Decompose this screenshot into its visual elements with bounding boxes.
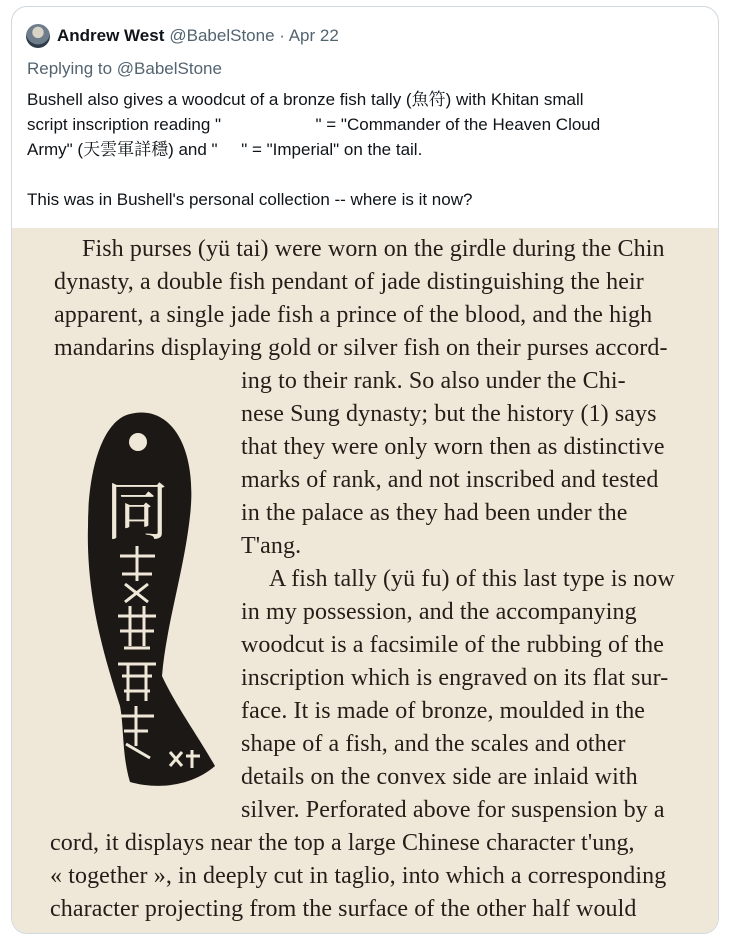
tweet-text-line: Army" (天雲軍詳穩) and " " = "Imperial" on the tail. bbox=[27, 140, 423, 159]
tweet-text-line: script inscription reading " " = "Commander of the Heaven Cloud bbox=[27, 115, 601, 134]
scan-text-line: shape of a fish, and the scales and other bbox=[241, 731, 626, 757]
scan-text-line: T'ang. bbox=[241, 533, 302, 559]
author-name[interactable]: Andrew West bbox=[57, 26, 165, 45]
scan-text-line: mandarins displaying gold or silver fish on their purses accord- bbox=[54, 335, 668, 361]
book-page-image[interactable] bbox=[12, 228, 718, 933]
tweet-text-line: Bushell also gives a woodcut of a bronze fish tally (魚符) with Khitan small bbox=[27, 90, 584, 109]
scan-text-line: Fish purses (yü tai) were worn on the girdle during the Chin bbox=[82, 236, 665, 262]
scan-text-line: silver. Perforated above for suspension by a bbox=[241, 797, 665, 823]
scan-text-line: that they were only worn then as distinctive bbox=[241, 434, 665, 460]
scan-text-line: ing to their rank. So also under the Chi- bbox=[241, 368, 626, 394]
suspension-hole bbox=[129, 433, 147, 451]
scan-text-line: apparent, a single jade fish a prince of the blood, and the high bbox=[54, 302, 653, 328]
scan-text-line: marks of rank, and not inscribed and tested bbox=[241, 467, 659, 493]
tweet-card[interactable] bbox=[11, 6, 719, 934]
scan-text-line: face. It is made of bronze, moulded in the bbox=[241, 698, 646, 724]
scan-text-line: inscription which is engraved on its flat sur- bbox=[241, 665, 669, 691]
tweet-header bbox=[26, 23, 339, 49]
scan-text-line: cord, it displays near the top a large Chinese character t'ung, bbox=[50, 830, 635, 856]
scan-text-line: A fish tally (yü fu) of this last type is now bbox=[269, 566, 675, 592]
fish-tally-woodcut bbox=[80, 406, 230, 796]
fish-tally-illustration bbox=[80, 406, 230, 796]
scan-text-line: in my possession, and the accompanying bbox=[241, 599, 637, 625]
scan-text-line: in the palace as they had been under the bbox=[241, 500, 628, 526]
handle-and-date[interactable]: @BabelStone · Apr 22 bbox=[169, 26, 339, 45]
scan-text-line: details on the convex side are inlaid with bbox=[241, 764, 638, 790]
avatar[interactable] bbox=[26, 24, 50, 48]
fish-character: 同 bbox=[105, 476, 169, 550]
scan-text-line: woodcut is a facsimile of the rubbing of the bbox=[241, 632, 664, 658]
replying-to[interactable]: Replying to @BabelStone bbox=[27, 59, 222, 78]
scan-text-line: nese Sung dynasty; but the history (1) says bbox=[241, 401, 657, 427]
tweet-text bbox=[27, 87, 707, 212]
scan-text-line: « together », in deeply cut in taglio, into which a corresponding bbox=[50, 863, 667, 889]
scan-text-line: dynasty, a double fish pendant of jade distinguishing the heir bbox=[54, 269, 644, 295]
scan-text-line: character projecting from the surface of the other half would bbox=[50, 896, 637, 922]
tweet-text-line: This was in Bushell's personal collection -- where is it now? bbox=[27, 190, 473, 209]
